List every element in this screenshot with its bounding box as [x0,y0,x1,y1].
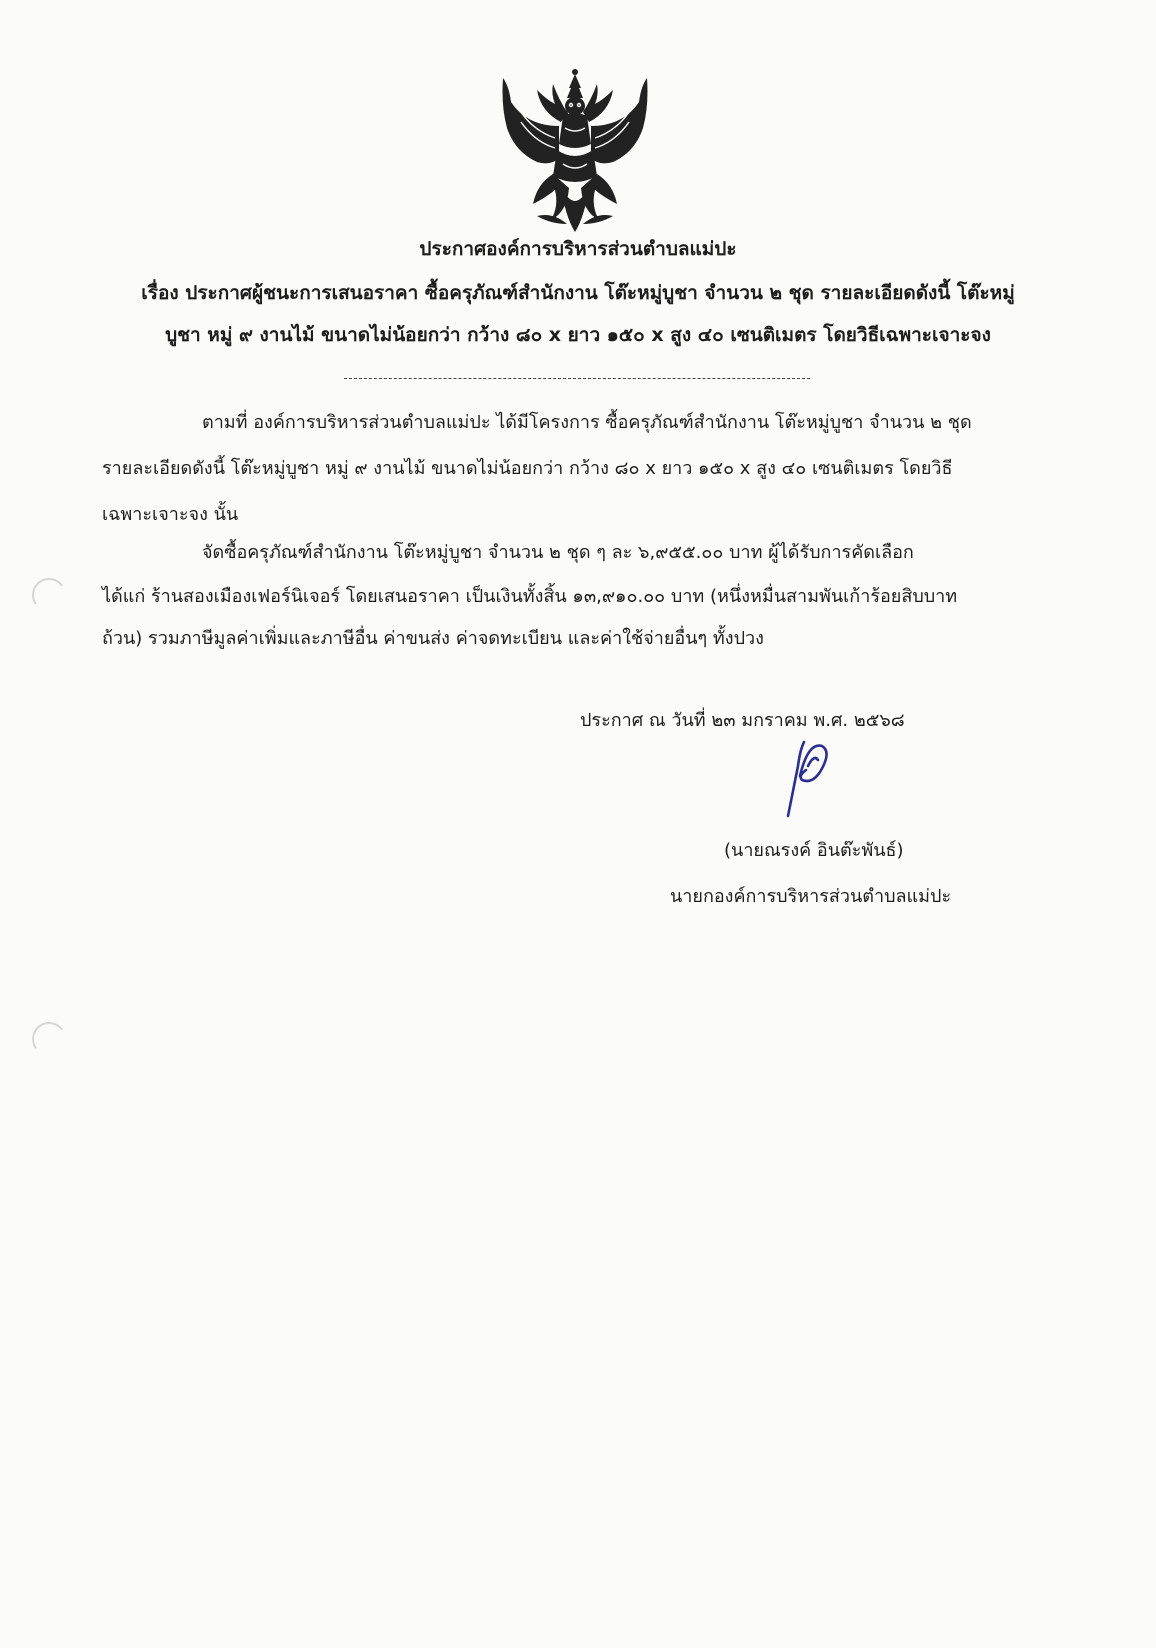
signer-name: (นายณรงค์ อินต๊ะพันธ์) [724,840,904,861]
punch-hole-mark [29,575,68,614]
paragraph-1-line-3: เฉพาะเจาะจง นั้น [102,504,239,525]
signer-position: นายกองค์การบริหารส่วนตำบลแม่ปะ [670,886,952,907]
announcement-title: ประกาศองค์การบริหารส่วนตำบลแม่ปะ [419,238,737,260]
paragraph-2-line-1: จัดซื้อครุภัณฑ์สำนักงาน โต๊ะหมู่บูชา จำนวน ๒ ชุด ๆ ละ ๖,๙๕๕.๐๐ บาท ผู้ได้รับการคัดเลือก [202,542,914,563]
handwritten-signature-icon [778,736,838,820]
divider [344,378,810,379]
punch-hole-mark [29,1019,68,1058]
paragraph-2-line-2: ได้แก่ ร้านสองเมืองเฟอร์นิเจอร์ โดยเสนอราคา เป็นเงินทั้งสิ้น ๑๓,๙๑๐.๐๐ บาท (หนึ่งหมื่นสามพันเก้าร้อยสิบบาท [102,586,958,607]
subject-line-1: เรื่อง ประกาศผู้ชนะการเสนอราคา ซื้อครุภัณฑ์สำนักงาน โต๊ะหมู่บูชา จำนวน ๒ ชุด รายละเอียดดังนี้ โต๊ะหมู่ [141,282,1015,304]
paragraph-1-line-2: รายละเอียดดังนี้ โต๊ะหมู่บูชา หมู่ ๙ งานไม้ ขนาดไม่น้อยกว่า กว้าง ๘๐ x ยาว ๑๕๐ x สูง ๔๐ เซนติเมตร โดยวิธี [102,458,953,479]
paragraph-1-line-1: ตามที่ องค์การบริหารส่วนตำบลแม่ปะ ได้มีโครงการ ซื้อครุภัณฑ์สำนักงาน โต๊ะหมู่บูชา จำนวน ๒ ชุด [202,412,972,433]
garuda-emblem-icon [497,66,653,234]
subject-line-2: บูชา หมู่ ๙ งานไม้ ขนาดไม่น้อยกว่า กว้าง ๘๐ x ยาว ๑๕๐ x สูง ๔๐ เซนติเมตร โดยวิธีเฉพาะเจาะจง [165,324,991,346]
announcement-date: ประกาศ ณ วันที่ ๒๓ มกราคม พ.ศ. ๒๕๖๘ [580,710,905,731]
paragraph-2-line-3: ถ้วน) รวมภาษีมูลค่าเพิ่มและภาษีอื่น ค่าขนส่ง ค่าจดทะเบียน และค่าใช้จ่ายอื่นๆ ทั้งปวง [102,628,764,649]
